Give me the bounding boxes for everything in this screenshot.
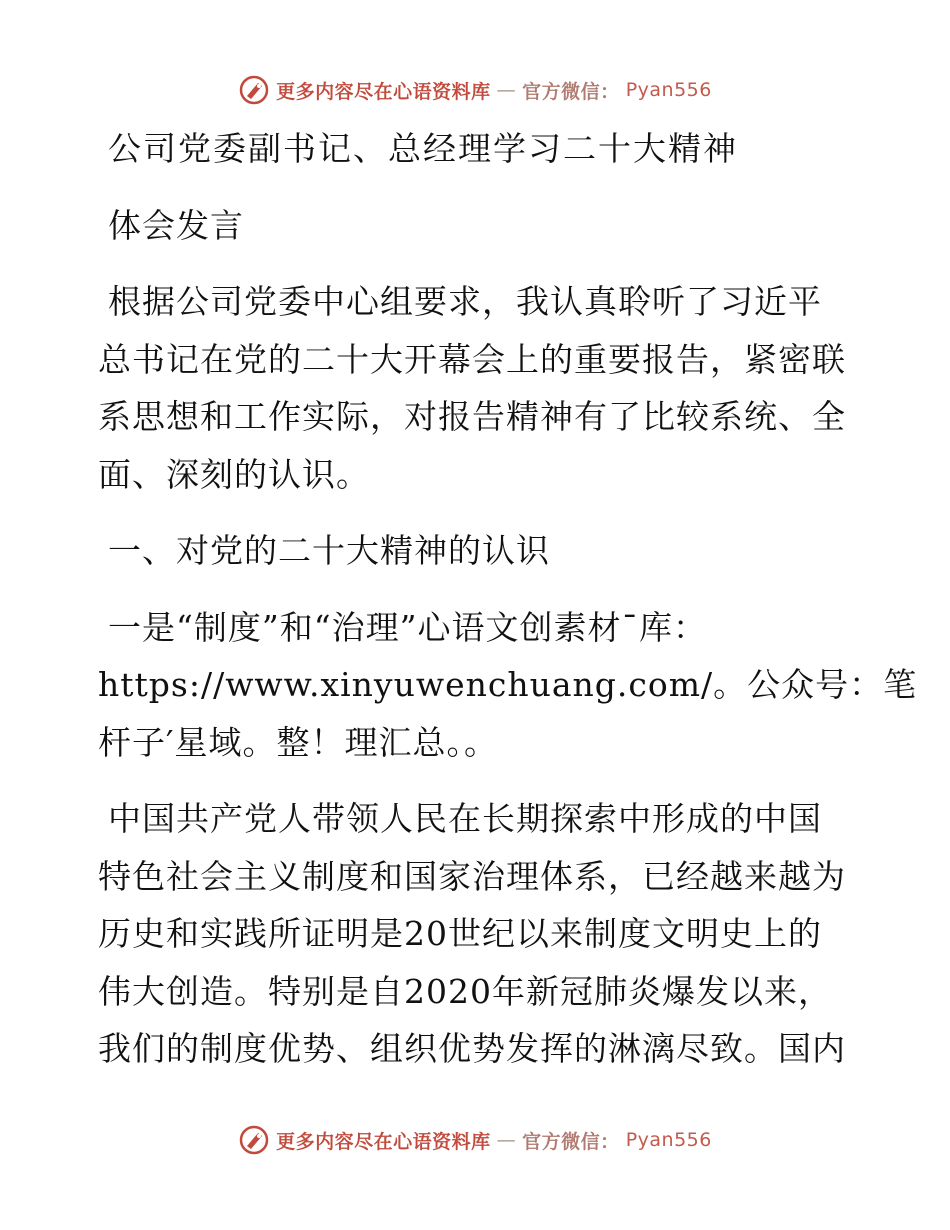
point-line: 一是“制度”和“治理”心语文创素材¯库：	[108, 607, 707, 647]
watermark-main-text: 更多内容尽在心语资料库	[276, 1130, 491, 1153]
section-heading: 一、对党的二十大精神的认识	[108, 531, 550, 570]
body-line: 特色社会主义制度和国家治理体系，已经越来越为	[98, 856, 846, 896]
intro-line: 根据公司党委中心组要求，我认真聆听了习近平	[108, 282, 822, 321]
watermark-wechat-id: Pyan556	[625, 1129, 712, 1151]
intro-line: 总书记在党的二十大开幕会上的重要报告，紧密联	[98, 339, 846, 379]
body-line: 中国共产党人带领人民在长期探索中形成的中国	[108, 799, 822, 838]
pen-logo-icon	[238, 1124, 270, 1156]
watermark-wechat-id: Pyan556	[625, 79, 712, 101]
header-watermark	[0, 72, 950, 108]
footer-watermark	[0, 1122, 950, 1158]
document-body	[98, 120, 918, 1078]
point-line: https://www.xinyuwenchuang.com/。公众号：笔	[98, 665, 918, 704]
intro-line: 系思想和工作实际，对报告精神有了比较系统、全	[98, 397, 846, 436]
watermark-official-label: 官方微信：	[522, 1130, 620, 1153]
point-line: 杆子′星域。整！理汇总。。	[98, 722, 498, 762]
body-line: 伟大创造。特别是自2020年新冠肺炎爆发以来，	[98, 971, 832, 1011]
title-line-1: 公司党委副书记、总经理学习二十大精神	[108, 129, 738, 168]
body-line: 我们的制度优势、组织优势发挥的淋漓尽致。国内	[98, 1029, 846, 1068]
body-line: 历史和实践所证明是20世纪以来制度文明史上的	[98, 914, 822, 953]
watermark-official-label: 官方微信：	[522, 80, 620, 103]
pen-logo-icon	[238, 74, 270, 106]
watermark-main-text: 更多内容尽在心语资料库	[276, 80, 491, 103]
watermark-dash: —	[496, 1129, 517, 1151]
watermark-dash: —	[496, 79, 517, 101]
intro-line: 面、深刻的认识。	[98, 454, 370, 494]
title-line-2: 体会发言	[108, 205, 244, 245]
